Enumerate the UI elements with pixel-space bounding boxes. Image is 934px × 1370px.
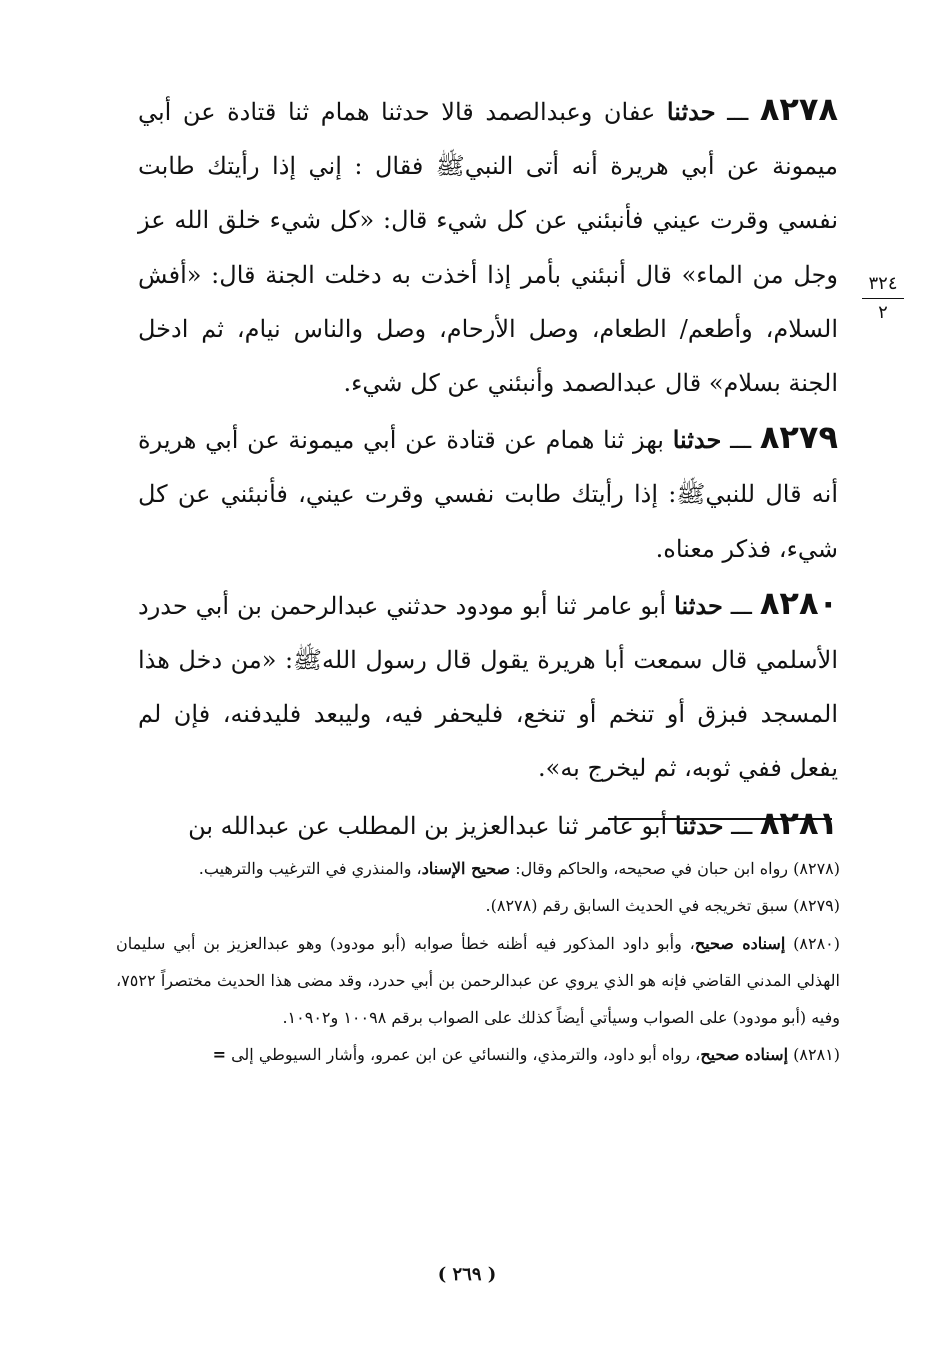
hadith-number: ٨٢٧٨: [759, 90, 838, 128]
footnote-ref: (٨٢٧٩): [793, 896, 840, 916]
footnote-grading: صحيح الإسناد: [421, 859, 511, 878]
hadith-dash: ـــ: [730, 426, 752, 455]
footnote-separator: [608, 818, 832, 820]
hadith-text: أبو عامر ثنا أبو مودود حدثني عبدالرحمن بن أبي حدرد الأسلمي قال سمعت أبا هريرة يقول قال رسول اللهﷺ: «من دخل هذا المسجد فبزق أو تنخم أو تنخع، فليحفر فيه، وليبعد فليدفنه، فإن لم يفعل ففي ثوبه، ثم ليخرج به».: [138, 591, 839, 783]
footnote-8281: [116, 1036, 840, 1073]
hadith-opening: حدثنا: [674, 590, 723, 620]
hadith-number: ٨٢٨١: [759, 803, 838, 842]
footnote-8278: [116, 850, 840, 887]
footnote-text: رواه ابن حبان في صحيحه، والحاكم وقال:: [515, 859, 789, 878]
hadith-opening: حدثنا: [674, 810, 724, 840]
hadith-8278: [138, 82, 838, 410]
footnote-text: ، رواه أبو داود، والترمذي، والنسائي عن ابن عمرو، وأشار السيوطي إلى: [231, 1045, 701, 1065]
margin-page: ٢: [878, 302, 888, 323]
hadith-number: ٨٢٨٠: [759, 583, 838, 622]
hadith-8281: [138, 796, 838, 853]
footnote-grading: إسناده صحيح: [694, 933, 786, 953]
footnote-ref: (٨٢٨١): [793, 1045, 840, 1065]
margin-volume: ٣٢٤: [862, 272, 904, 299]
footnote-8279: [116, 887, 840, 924]
footnote-text: سبق تخريجه في الحديث السابق رقم (٨٢٧٨).: [485, 896, 789, 916]
footnote-ref: (٨٢٨٠): [793, 933, 840, 953]
hadith-number: ٨٢٧٩: [759, 418, 838, 457]
hadith-dash: ـــ: [730, 591, 752, 620]
margin-reference: [862, 272, 904, 325]
hadith-dash: ـــ: [731, 811, 753, 840]
footnote-text: ، والمنذري في الترغيب والترهيب.: [198, 859, 422, 878]
footnote-text: ، وأبو داود المذكور فيه أظنه خطأ صوابه (أبو مودود) وهو عبدالعزيز بن أبي سليمان الهذلي المدني القاضي فإنه هو الذي يروي عن عبدالرحمن بن أبي حدرد، وقد مضى هذا الحديث مختصراً ٧٥٢٢، وفيه (أبو مودود) على الصواب وسيأتي أيضاً كذلك على الصواب برقم ١٠٠٩٨ و١٠٩٠٢.: [116, 933, 840, 1028]
footnote-8280: [116, 925, 840, 1037]
hadith-text: عفان وعبدالصمد قالا حدثنا همام ثنا قتادة عن أبي ميمونة عن أبي هريرة أنه أتى النبيﷺ فقال : إني إذا رأيتك طابت نفسي وقرت عيني فأنبئني عن كل شيء قال: «كل شيء خلق الله عز وجل من الماء» قال أنبئني بأمر إذا أخذت به دخلت الجنة قال: «أفش السلام، وأطعم/ الطعام، وصل الأرحام، وصل والناس نيام، ثم ادخل الجنة بسلام» قال عبدالصمد وأنبئني عن كل شيء.: [138, 98, 839, 398]
footnotes: [116, 850, 840, 1074]
hadith-text: بهز ثنا همام عن قتادة عن أبي ميمونة عن أبي هريرة أنه قال للنبيﷺ: إذا رأيتك طابت نفسي وقرت عيني، فأنبئني عن كل شيء، فذكر معناه.: [138, 426, 838, 563]
hadith-text: أبو عامر ثنا عبدالعزيز بن المطلب عن عبدالله بن: [188, 811, 668, 840]
hadith-opening: حدثنا: [672, 425, 722, 455]
hadith-8280: [138, 576, 838, 796]
continuation-mark: =: [212, 1045, 226, 1065]
hadith-dash: ـــ: [727, 98, 749, 126]
footnote-grading: إسناده صحيح: [700, 1045, 789, 1065]
main-text: [138, 82, 838, 853]
page-number: ( ٢٦٩ ): [437, 1264, 497, 1285]
hadith-8279: [138, 410, 838, 576]
footnote-ref: (٨٢٧٨): [793, 859, 840, 878]
hadith-opening: حدثنا: [666, 97, 716, 126]
